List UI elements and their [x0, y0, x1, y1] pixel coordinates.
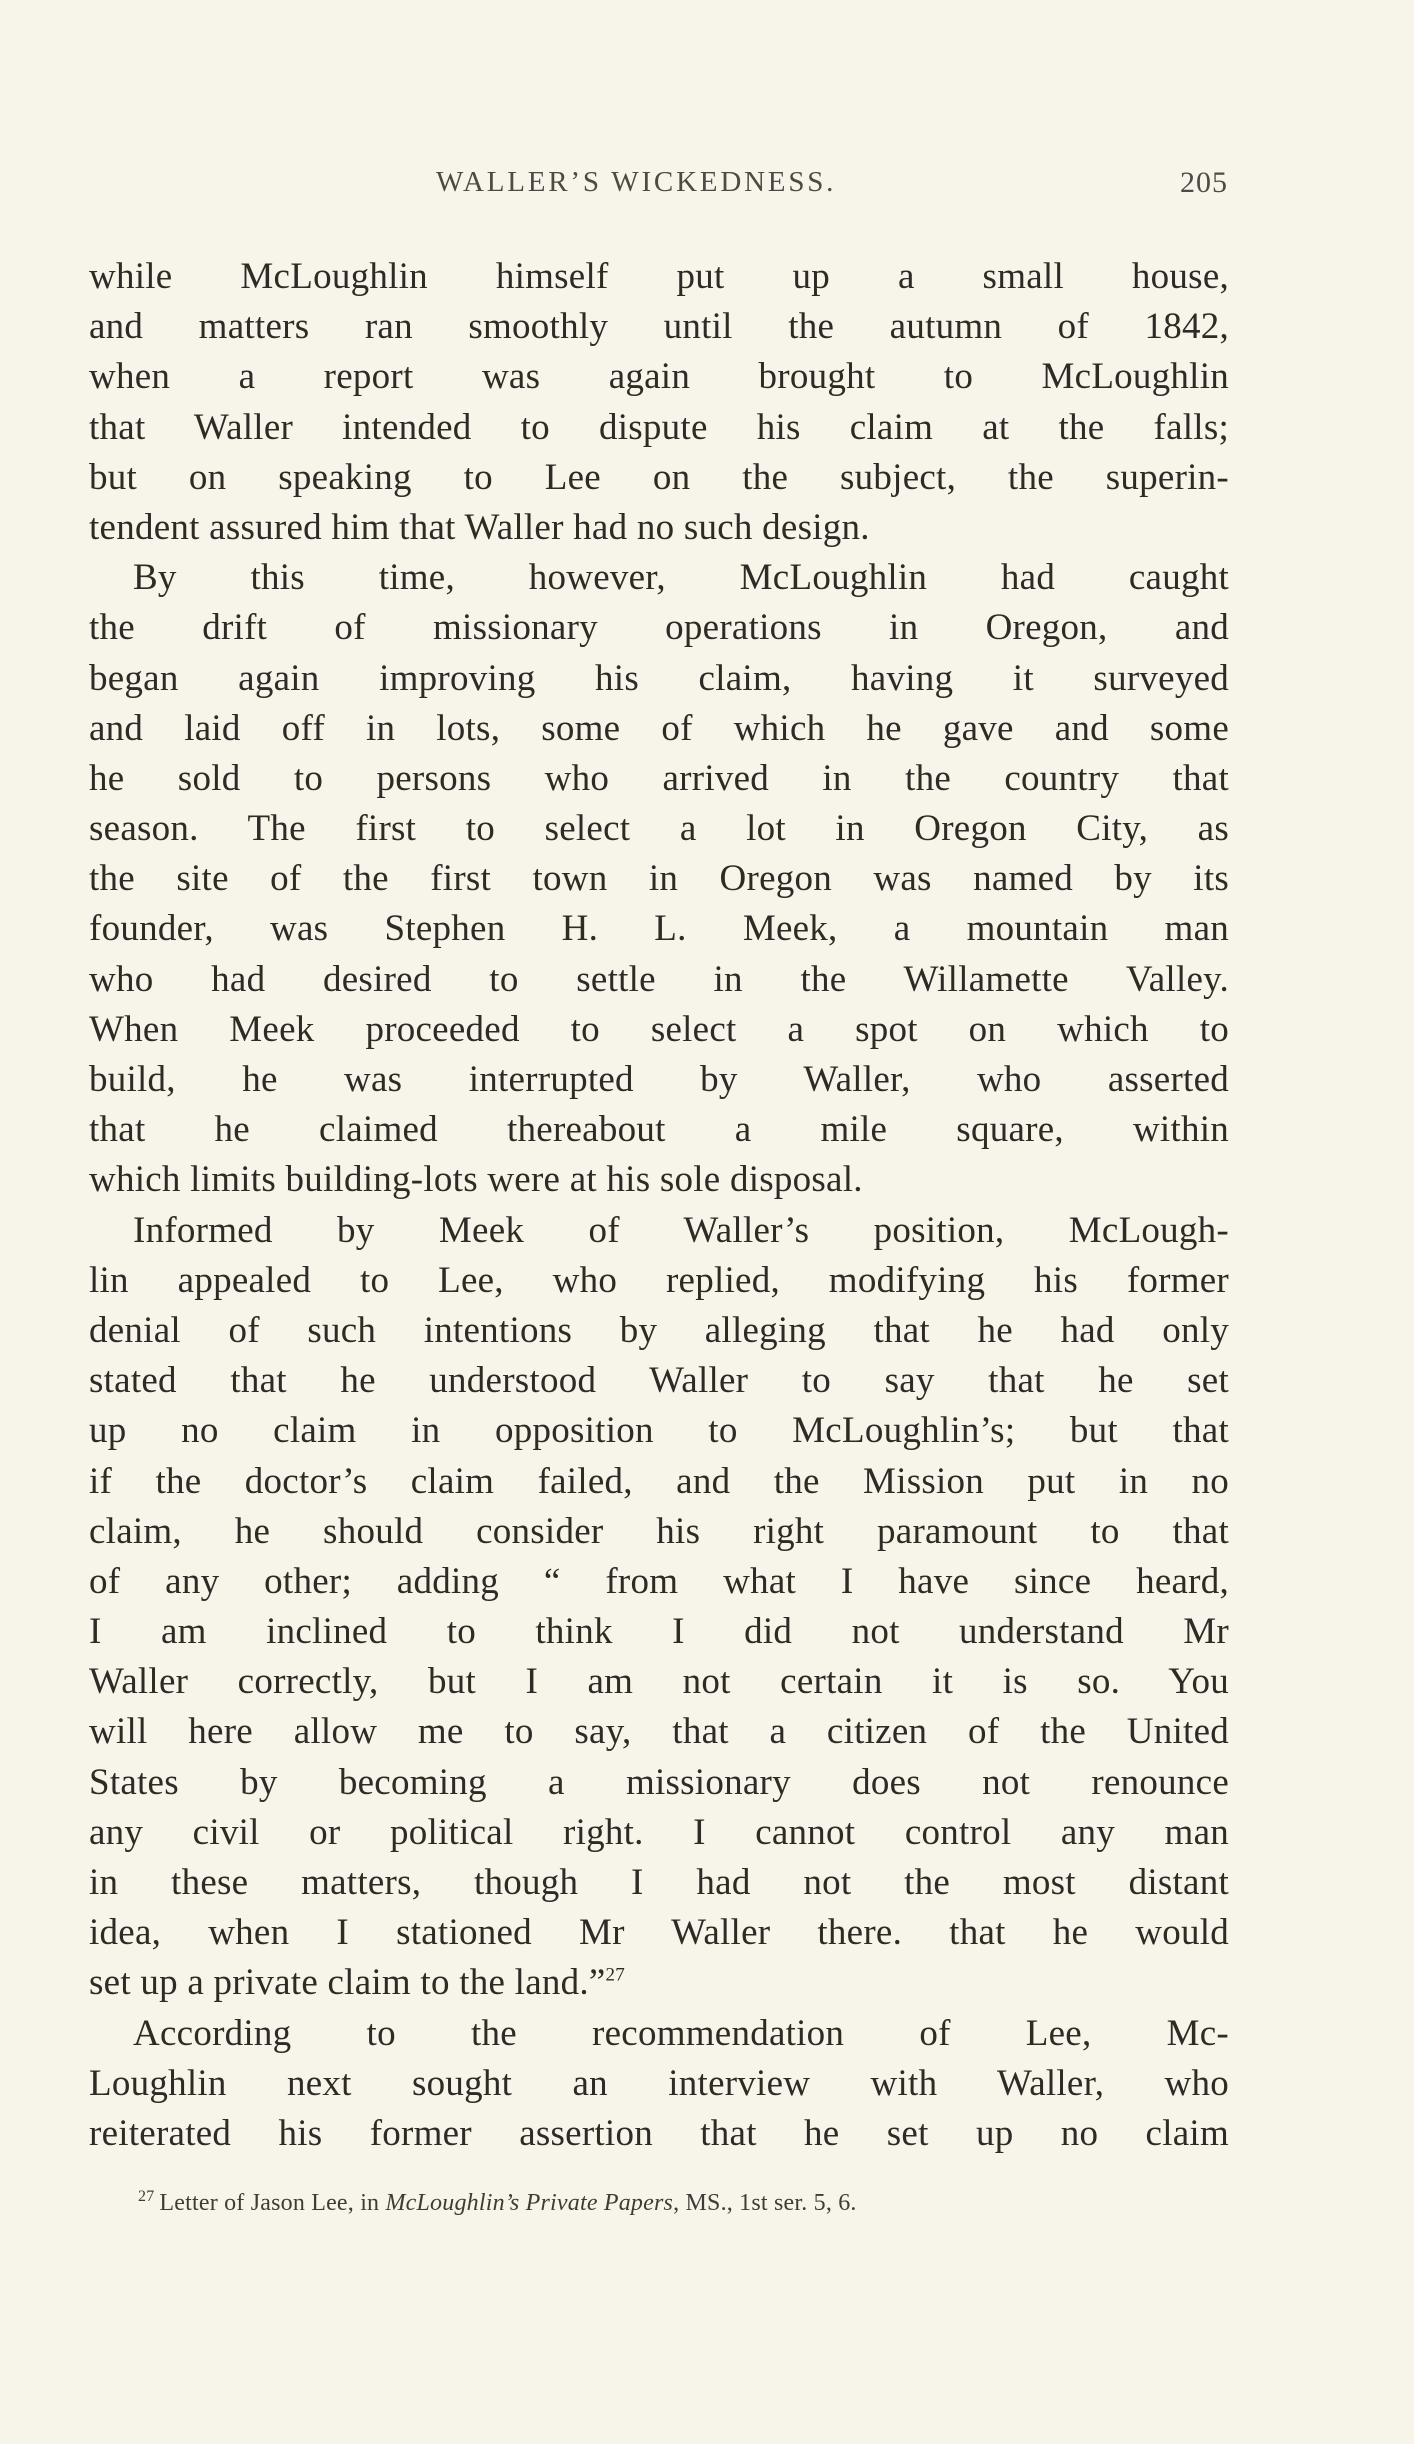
running-head: [88, 166, 1228, 208]
main-text: [89, 252, 1229, 2159]
text-line: build, he was interrupted by Waller, who asserted: [89, 1059, 1229, 1100]
text-line: up no claim in opposition to McLoughlin’s; but that: [89, 1410, 1229, 1452]
footnote-source-title: McLoughlin’s Private Papers: [385, 2190, 674, 2216]
text-line: which limits building-lots were at his sole disposal.: [89, 1159, 863, 1201]
text-line: Informed by Meek of Waller’s position, McLough-: [133, 1209, 1229, 1251]
text-line: idea, when I stationed Mr Waller there. that he would: [89, 1912, 1229, 1954]
text-line: that Waller intended to dispute his claim at the falls;: [89, 406, 1229, 448]
text-line: Waller correctly, but I am not certain it is so. You: [89, 1661, 1229, 1703]
text-line: stated that he understood Waller to say that he set: [89, 1360, 1229, 1402]
text-line: while McLoughlin himself put up a small house,: [89, 256, 1229, 297]
text-line: Loughlin next sought an interview with Waller, who: [89, 2062, 1229, 2104]
text-line: the site of the first town in Oregon was named by its: [89, 858, 1229, 900]
text-line: will here allow me to say, that a citizen of the United: [89, 1711, 1229, 1753]
text-line: season. The first to select a lot in Oregon City, as: [89, 808, 1229, 850]
text-line: he sold to persons who arrived in the country that: [89, 757, 1229, 799]
text-line: lin appealed to Lee, who replied, modifying his former: [89, 1259, 1229, 1301]
text-line: States by becoming a missionary does not renounce: [89, 1761, 1229, 1803]
text-line: in these matters, though I had not the most distant: [89, 1862, 1229, 1903]
text-line-with-footnote: [89, 1958, 1229, 2008]
text-line: and matters ran smoothly until the autumn of 1842,: [89, 306, 1229, 348]
text-line: I am inclined to think I did not understand Mr: [89, 1611, 1229, 1653]
text-line: denial of such intentions by alleging that he had only: [89, 1309, 1229, 1351]
quoted-text-end: set up a private claim to the land.”: [89, 1962, 606, 2004]
footnote-prefix: Letter of Jason Lee, in: [159, 2190, 386, 2216]
text-line: when a report was again brought to McLoughlin: [89, 356, 1229, 398]
footnote-number: 27: [138, 2188, 155, 2205]
text-line: that he claimed thereabout a mile square, within: [89, 1109, 1229, 1151]
running-title: WALLER’S WICKEDNESS.: [436, 166, 837, 198]
text-line: began again improving his claim, having it surveyed: [89, 657, 1229, 699]
text-line: if the doctor’s claim failed, and the Mission put in no: [89, 1460, 1229, 1502]
text-line: and laid off in lots, some of which he gave and some: [89, 707, 1229, 749]
text-line: but on speaking to Lee on the subject, the superin-: [89, 456, 1229, 498]
text-line: By this time, however, McLoughlin had caught: [133, 557, 1229, 599]
text-line: tendent assured him that Waller had no such design.: [89, 506, 870, 548]
footnote: [138, 2190, 1228, 2217]
text-line: founder, was Stephen H. L. Meek, a mountain man: [89, 908, 1229, 950]
footnote-suffix: , MS., 1st ser. 5, 6.: [673, 2190, 857, 2216]
text-line: any civil or political right. I cannot control any man: [89, 1811, 1229, 1853]
text-line: According to the recommendation of Lee, Mc-: [133, 2012, 1229, 2054]
text-line: who had desired to settle in the Willamette Valley.: [89, 958, 1229, 1000]
text-line: When Meek proceeded to select a spot on which to: [89, 1008, 1229, 1050]
text-line: the drift of missionary operations in Oregon, and: [89, 607, 1229, 649]
footnote-reference: 27: [605, 1965, 626, 1987]
text-line: of any other; adding “ from what I have since heard,: [89, 1560, 1229, 1602]
page-number: 205: [1180, 166, 1228, 199]
text-line: reiterated his former assertion that he set up no claim: [89, 2112, 1229, 2154]
text-line: claim, he should consider his right paramount to that: [89, 1510, 1229, 1552]
